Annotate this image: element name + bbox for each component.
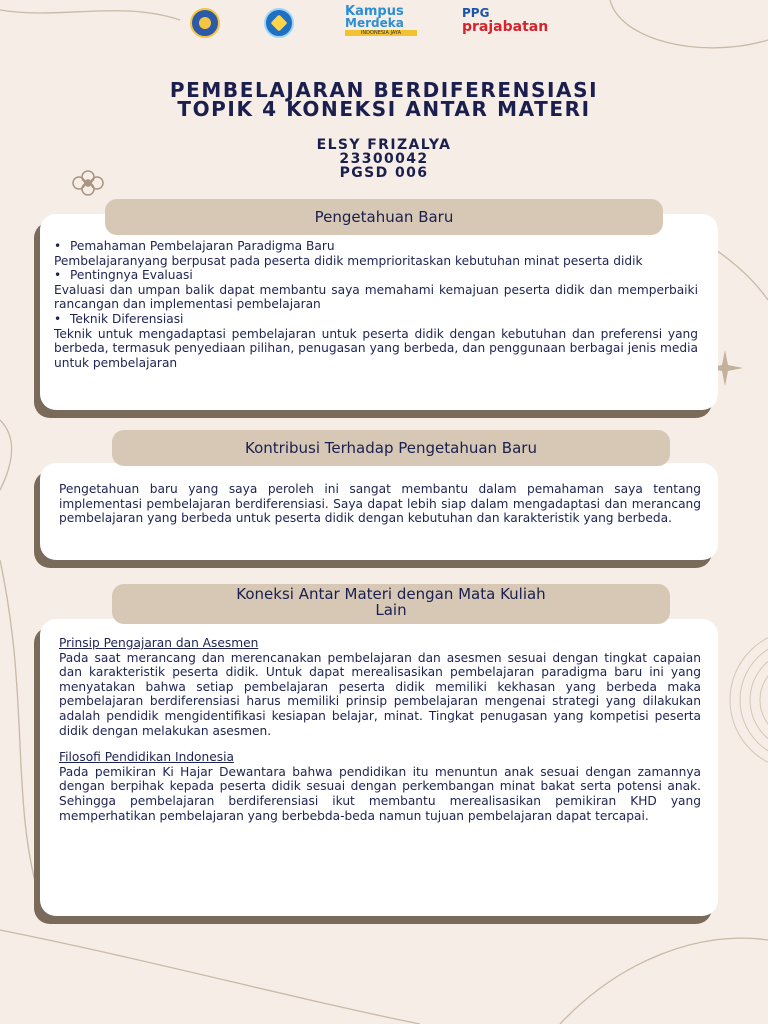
subheading: Prinsip Pengajaran dan Asesmen bbox=[59, 636, 259, 650]
section-koneksi-heading: Koneksi Antar Materi dengan Mata Kuliah Lain bbox=[112, 584, 670, 624]
tut-wuri-logo-icon bbox=[264, 8, 294, 38]
bullet-item: • Pemahaman Pembelajaran Paradigma Baru bbox=[54, 239, 698, 254]
author-nim: 23300042 bbox=[339, 151, 429, 167]
paragraph: Pada pemikiran Ki Hajar Dewantara bahwa pendidikan itu menuntun anak sesuai dengan zamannya dengan berpihak kepada peserta didik sesuai dengan perkembangan minat bakat serta potensi anak. Sehingga pembelajaran berdiferensiasi ikut membantu merealisasikan pemikiran KHD yang memperhatikan pembelajaran yang berbebda-beda namun tujuan pembelajaran dapat tercapai. bbox=[59, 764, 701, 823]
unp-logo-icon bbox=[190, 8, 220, 38]
logo-bar bbox=[190, 4, 590, 40]
author-name: ELSY FRIZALYA bbox=[316, 137, 452, 153]
bullet-item: • Pentingnya Evaluasi bbox=[54, 268, 698, 283]
subheading: Filosofi Pendidikan Indonesia bbox=[59, 750, 234, 765]
paragraph: Teknik untuk mengadaptasi pembelajaran untuk peserta didik dengan kebutuhan dan preferensi yang berbeda, termasuk penyediaan pilihan, penugasan yang berbeda, dan penggunaan berbagai jenis media untuk pembelajaran bbox=[54, 326, 698, 370]
section-pengetahuan-baru-body bbox=[54, 239, 698, 370]
author-class: PGSD 006 bbox=[339, 165, 429, 181]
ppg-prajabatan-logo: PPG prajabatan bbox=[462, 6, 549, 35]
section-kontribusi-body bbox=[59, 482, 701, 526]
section-kontribusi-heading: Kontribusi Terhadap Pengetahuan Baru bbox=[112, 430, 670, 466]
bullet-item: • Teknik Diferensiasi bbox=[54, 312, 698, 327]
page-title-line2: TOPIK 4 KONEKSI ANTAR MATERI bbox=[177, 97, 591, 121]
section-pengetahuan-baru-heading: Pengetahuan Baru bbox=[105, 199, 663, 235]
kampus-merdeka-logo: Kampus Merdeka INDONESIA JAYA bbox=[343, 4, 419, 38]
paragraph: Pengetahuan baru yang saya peroleh ini sangat membantu dalam pemahaman saya tentang implementasi pembelajaran berdiferensiasi. Saya dapat lebih siap dalam mengadaptasi dan merancang pembelajaran yang berbeda untuk peserta didik dengan kebutuhan dan karakteristik yang berbeda. bbox=[59, 482, 701, 526]
paragraph: Pada saat merancang dan merencanakan pembelajaran dan asesmen sesuai dengan tingkat capaian dan karakteristik peserta didik. Untuk dapat merealisasikan pembelajaran paradigma baru ini yang menyatakan bahwa setiap pembelajaran peserta didik memiliki kekhasan yang berbeda maka pembelajaran berdiferensiasi harus memiliki prinsip pembelajaran mengenai strategi yang dilakukan adalah pendidik mengidentifikasi kesiapan belajar, minat. Tingkat penugasan yang kompetisi peserta didik dengan melakukan asesmen. bbox=[59, 650, 701, 738]
page-title-line1: PEMBELAJARAN BERDIFERENSIASI bbox=[169, 78, 599, 102]
paragraph: Evaluasi dan umpan balik dapat membantu saya memahami kemajuan peserta didik dan memperbaiki rancangan dan implementasi pembelajaran bbox=[54, 282, 698, 312]
section-koneksi-body bbox=[59, 636, 701, 823]
paragraph: Pembelajaranyang berpusat pada peserta didik memprioritaskan kebutuhan minat peserta didik bbox=[54, 253, 643, 268]
